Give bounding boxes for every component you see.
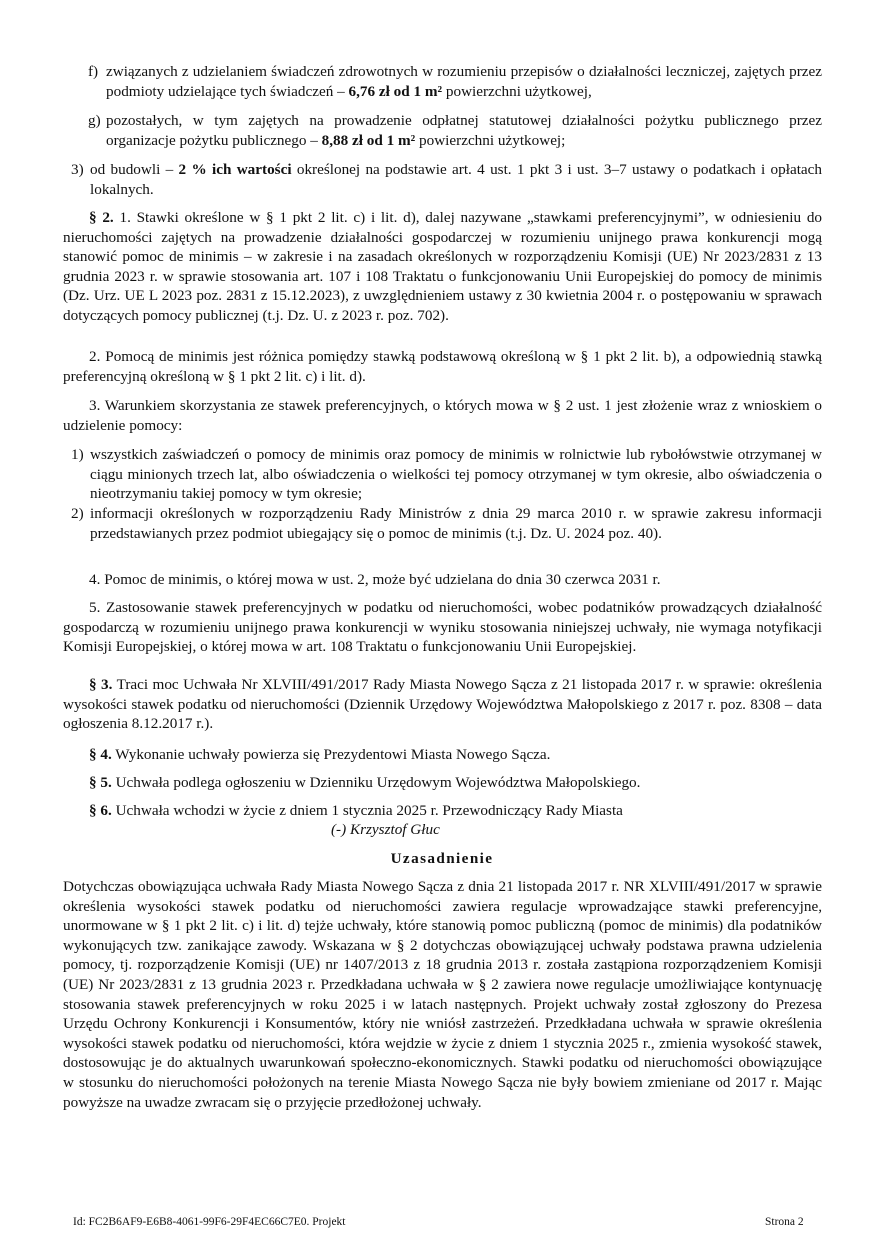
paragraph-text: 4. Pomoc de minimis, o której mowa w ust. 2, może być udzielana do dnia 30 czerwca 2031 r.: [89, 571, 661, 588]
rate-value: 8,88 zł od 1 m²: [321, 131, 416, 149]
list-label: 2): [71, 505, 84, 522]
paragraph-marker: § 4.: [89, 746, 112, 763]
paragraph-6: [63, 801, 822, 821]
list-label: g): [88, 112, 101, 129]
paragraph-text: Uchwała podlega ogłoszeniu w Dzienniku Urzędowym Województwa Małopolskiego.: [111, 774, 641, 791]
paragraph-marker: § 3.: [89, 676, 113, 693]
list-label: f): [88, 63, 99, 80]
paragraph-marker: § 2.: [89, 209, 114, 226]
document-id: Id: FC2B6AF9-E6B8-4061-99F6-29F4EC66C7E0. Projekt: [73, 1216, 346, 1228]
justification-heading: Uzasadnienie: [390, 850, 494, 867]
paragraph-text: 3. Warunkiem skorzystania ze stawek preferencyjnych, o których mowa w § 2 ust. 1 jest złożenie wraz z wnioskiem o udzielenie pomocy:: [63, 397, 822, 434]
list-text-end: określonej na podstawie art. 4 ust. 1 pkt 3 i ust. 3–7 ustawy o podatkach i opłatach lokalnych.: [90, 161, 822, 198]
list-text-end: powierzchni użytkowej;: [415, 131, 566, 149]
paragraph-2-section-3: [63, 396, 822, 435]
signature: (-) Krzysztof Głuc: [331, 821, 440, 838]
paragraph-5: [63, 773, 822, 793]
list-text-end: powierzchni użytkowej,: [442, 82, 592, 100]
rate-value: 2 % ich wartości: [178, 161, 292, 178]
list-item-2: [71, 504, 822, 543]
list-item-3: [71, 160, 822, 199]
list-text: od budowli –: [90, 161, 179, 178]
paragraph-2-section-1: [63, 208, 822, 326]
list-item-1: [71, 445, 822, 504]
paragraph-text: 2. Pomocą de minimis jest różnica pomiędzy stawką podstawową określoną w § 1 pkt 2 lit. b), a odpowiednią stawką preferencyjną określoną w § 1 pkt 2 lit. c) i lit. d).: [63, 348, 822, 385]
paragraph-marker: § 6.: [89, 802, 112, 819]
paragraph-2-section-2: [63, 347, 822, 386]
paragraph-3: [63, 675, 822, 734]
paragraph-2-section-4: [63, 570, 822, 590]
justification-text: [63, 877, 822, 1112]
rate-value: 6,76 zł od 1 m²: [348, 82, 443, 100]
list-item-g: [88, 111, 822, 150]
list-text: pozostałych, w tym zajętych na prowadzenie odpłatnej statutowej działalności pożytku publicznego przez organizacje pożytku publicznego –: [106, 112, 822, 149]
list-item-f: [88, 62, 822, 101]
list-text: związanych z udzielaniem świadczeń zdrowotnych w rozumieniu przepisów o działalności leczniczej, zajętych przez podmioty udzielające tych świadczeń –: [106, 63, 822, 100]
paragraph-text: Wykonanie uchwały powierza się Prezydentowi Miasta Nowego Sącza.: [111, 746, 551, 763]
paragraph-4: [63, 745, 822, 765]
paragraph-marker: § 5.: [89, 774, 112, 791]
paragraph-text: 1. Stawki określone w § 1 pkt 2 lit. c) i lit. d), dalej nazywane „stawkami preferencyjnymi”, w odniesieniu do nieruchomości zajętych na prowadzenie działalności gospodarczej w rozumieniu unijnego prawa konkurencji mogą stanowić pomoc de minimis – w zakresie i na zasadach określonych w rozporządzeniu Komisji (UE) Nr 2023/2831 z 13 grudnia 2023 r. w sprawie stosowania art. 107 i 108 Traktatu o funkcjonowaniu Unii Europejskiej do pomocy de minimis (Dz. Urz. UE L 2023 poz. 2831 z 15.12.2023), z uwzględnieniem ustawy z 30 kwietnia 2004 r. o postępowaniu w sprawach dotyczących pomocy publicznej (t.j. Dz. U. z 2023 r. poz. 702).: [63, 209, 823, 324]
paragraph-2-section-5: [63, 598, 822, 657]
page-number: Strona 2: [765, 1216, 804, 1228]
paragraph-text: Dotychczas obowiązująca uchwała Rady Miasta Nowego Sącza z dnia 21 listopada 2017 r. NR XLVIII/491/2017 w sprawie określenia wysokości stawek podatku od nieruchomości zawiera regulacje wprowadzające stawki preferencyjne, unormowane w § 1 pkt 2 lit. c) i lit. d) tejże uchwały, które stanowią pomoc publiczną (pomoc de minimis) dla podatników wykonujących tzw. zanikające zawody. Wskazana w § 2 dotychczas obowiązującej uchwały podstawa prawna udzielenia pomocy, tj. rozporządzenie Komisji (UE) nr 1407/2013 z 18 grudnia 2013 r. została zastąpiona rozporządzeniem Komisji (UE) Nr 2023/2831 z 13 grudnia 2023 r. Przedkładana uchwała w § 2 zawiera nowe regulacje umożliwiające kontynuację stosowania stawek preferencyjnych w roku 2025 i w latach następnych. Projekt uchwały został zgłoszony do Prezesa Urzędu Ochrony Konkurencji i Konsumentów, który nie wniósł zastrzeżeń. Przedkładana uchwała w sprawie określenia wysokości stawek podatku od nieruchomości, która wejdzie w życie z dniem 1 stycznia 2025 r., zmienia wysokość stawek, dostosowując je do aktualnych uwarunkowań społeczno-ekonomicznych. Stawki podatku od nieruchomości obowiązujące w stosunku do nieruchomości położonych na terenie Miasta Nowego Sącza nie były bowiem zmieniane od 2017 r. Mając powyższe na uwadze zwracam się o przyjęcie przedłożonej uchwały.: [63, 878, 822, 1111]
paragraph-text: Uchwała wchodzi w życie z dniem 1 stycznia 2025 r. Przewodniczący Rady Miasta: [111, 802, 623, 819]
list-label: 1): [71, 446, 84, 463]
list-label: 3): [71, 161, 84, 178]
list-text: informacji określonych w rozporządzeniu Rady Ministrów z dnia 29 marca 2010 r. w sprawie zakresu informacji przedstawianych przez podmiot ubiegający się o pomoc de minimis (t.j. Dz. U. 2024 poz. 40).: [90, 505, 822, 542]
paragraph-text: Traci moc Uchwała Nr XLVIII/491/2017 Rady Miasta Nowego Sącza z 21 listopada 2017 r. w sprawie: określenia wysokości stawek podatku od nieruchomości (Dziennik Urzędowy Województwa Małopolskiego z 2017 r. poz. 8308 – data ogłoszenia 8.12.2017 r.).: [63, 676, 823, 733]
paragraph-text: 5. Zastosowanie stawek preferencyjnych w podatku od nieruchomości, wobec podatników prowadzących działalność gospodarczą w rozumieniu unijnego prawa konkurencji w wyniku stosowania niniejszej uchwały, nie wymaga notyfikacji Komisji Europejskiej, o której mowa w art. 108 Traktatu o funkcjonowaniu Unii Europejskiej.: [63, 599, 822, 656]
list-text: wszystkich zaświadczeń o pomocy de minimis oraz pomocy de minimis w rolnictwie lub rybołówstwie otrzymanej w ciągu minionych trzech lat, albo oświadczenia o wielkości tej pomocy otrzymanej w tym okresie, albo oświadczenia o nieotrzymaniu takiej pomocy w tym okresie;: [90, 446, 822, 503]
